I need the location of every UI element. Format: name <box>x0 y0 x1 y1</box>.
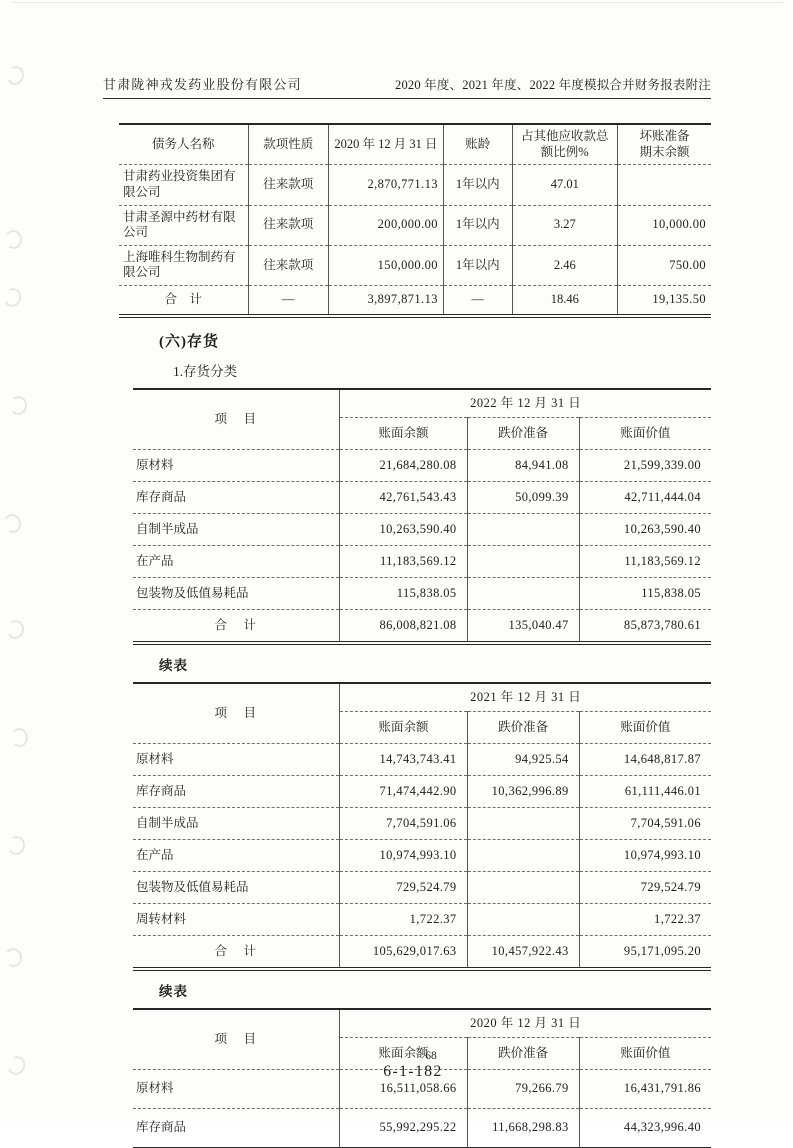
scan-artifact <box>2 512 24 535</box>
section-heading: (六)存货 <box>159 334 219 350</box>
scan-artifact <box>6 834 28 857</box>
table-row <box>119 165 711 205</box>
col-header-date: 2022 年 12 月 31 日 <box>340 389 711 418</box>
total-book-value: 95,171,095.20 <box>579 936 711 970</box>
book-value-cell: 1,722.37 <box>579 904 711 936</box>
scan-artifact <box>1 286 23 310</box>
page-content <box>103 74 711 1148</box>
book-balance-cell: 10,263,590.40 <box>340 514 467 546</box>
total-row <box>119 286 711 317</box>
bad-debt-cell <box>617 165 711 205</box>
col-header-book-value: 账面价值 <box>579 1038 711 1070</box>
document-code: 6-1-182 <box>383 1063 443 1080</box>
debtor-name: 上海唯科生物制药有限公司 <box>119 245 248 285</box>
book-value-cell: 14,648,817.87 <box>579 744 711 776</box>
table-row <box>133 872 711 904</box>
scan-artifact <box>5 1053 28 1077</box>
total-ratio: 18.46 <box>512 286 617 317</box>
total-book-value: 85,873,780.61 <box>579 610 711 644</box>
bad-debt-cell: 750.00 <box>617 245 711 285</box>
col-header-item: 项 目 <box>133 1009 340 1070</box>
inventory-table-2022 <box>133 388 711 645</box>
total-provision: 135,040.47 <box>467 610 579 644</box>
col-header-book-balance: 账面余额 <box>340 418 467 450</box>
col-header-book-value: 账面价值 <box>579 418 711 450</box>
ratio-cell: 47.01 <box>512 165 617 205</box>
receivables-header-row <box>119 124 711 165</box>
total-book-balance: 105,629,017.63 <box>340 936 467 970</box>
col-header-ratio-line2: 额比例% <box>540 144 589 159</box>
item-label: 库存商品 <box>133 776 340 808</box>
provision-cell: 11,668,298.83 <box>467 1109 579 1148</box>
table-row <box>133 776 711 808</box>
inventory-table-2021 <box>133 682 711 971</box>
book-balance-cell: 1,722.37 <box>340 904 467 936</box>
total-label: 合 计 <box>133 936 340 970</box>
col-header-book-balance: 账面余额 <box>340 1038 467 1070</box>
scan-artifact <box>4 229 23 250</box>
amount-cell: 200,000.00 <box>329 205 444 245</box>
col-header-aging: 账龄 <box>443 124 512 165</box>
col-header-provision: 跌价准备 <box>467 418 579 450</box>
col-header-date: 2021 年 12 月 31 日 <box>340 683 711 712</box>
col-header-book-balance: 账面余额 <box>340 712 467 744</box>
item-label: 原材料 <box>133 744 340 776</box>
col-header-debtor: 债务人名称 <box>119 124 248 165</box>
debtor-name: 甘肃药业投资集团有限公司 <box>119 165 248 205</box>
table-row <box>133 1109 711 1148</box>
page-footer <box>103 1050 711 1081</box>
amount-cell: 2,870,771.13 <box>329 165 444 205</box>
book-value-cell: 729,524.79 <box>579 872 711 904</box>
book-balance-cell: 729,524.79 <box>340 872 467 904</box>
col-header-provision: 跌价准备 <box>467 1038 579 1070</box>
col-header-item: 项 目 <box>133 389 340 450</box>
item-label: 包装物及低值易耗品 <box>133 578 340 610</box>
item-label: 在产品 <box>133 546 340 578</box>
col-header-nature: 款项性质 <box>248 124 329 165</box>
item-label: 周转材料 <box>133 904 340 936</box>
nature-cell: 往来款项 <box>248 205 329 245</box>
total-row <box>133 610 711 644</box>
total-provision: 10,457,922.43 <box>467 936 579 970</box>
total-aging: — <box>443 286 512 317</box>
col-header-bad-debt-line2: 期末余额 <box>639 144 690 159</box>
table-row <box>133 578 711 610</box>
book-balance-cell: 71,474,442.90 <box>340 776 467 808</box>
table-row <box>133 744 711 776</box>
subsection-heading: 1.存货分类 <box>173 364 238 379</box>
book-balance-cell: 14,743,743.41 <box>340 744 467 776</box>
provision-cell <box>467 872 579 904</box>
ratio-cell: 3.27 <box>512 205 617 245</box>
aging-cell: 1年以内 <box>443 165 512 205</box>
table-row <box>133 450 711 482</box>
provision-cell <box>467 808 579 840</box>
amount-cell: 150,000.00 <box>329 245 444 285</box>
nature-cell: 往来款项 <box>248 165 329 205</box>
table-row <box>133 482 711 514</box>
scan-edge-artifact <box>12 2 783 3</box>
scan-artifact <box>5 64 26 87</box>
debtor-name: 甘肃圣源中药材有限公司 <box>119 205 248 245</box>
table-row <box>133 514 711 546</box>
provision-cell: 79,266.79 <box>467 1070 579 1109</box>
item-label: 在产品 <box>133 840 340 872</box>
nature-cell: 往来款项 <box>248 245 329 285</box>
total-nature: — <box>248 286 329 317</box>
provision-cell: 50,099.39 <box>467 482 579 514</box>
inventory-header-row <box>133 1009 711 1038</box>
book-balance-cell: 10,974,993.10 <box>340 840 467 872</box>
item-label: 包装物及低值易耗品 <box>133 872 340 904</box>
book-balance-cell: 7,704,591.06 <box>340 808 467 840</box>
item-label: 原材料 <box>133 1070 340 1109</box>
table-row <box>133 840 711 872</box>
book-value-cell: 11,183,569.12 <box>579 546 711 578</box>
book-value-cell: 44,323,996.40 <box>579 1109 711 1148</box>
item-label: 自制半成品 <box>133 808 340 840</box>
receivables-table <box>119 123 711 318</box>
item-label: 库存商品 <box>133 1109 340 1148</box>
book-value-cell: 61,111,446.01 <box>579 776 711 808</box>
book-balance-cell: 16,511,058.66 <box>340 1070 467 1109</box>
book-value-cell: 7,704,591.06 <box>579 808 711 840</box>
book-value-cell: 115,838.05 <box>579 578 711 610</box>
col-header-item: 项 目 <box>133 683 340 744</box>
book-value-cell: 10,974,993.10 <box>579 840 711 872</box>
continued-label: 续表 <box>159 984 188 999</box>
book-value-cell: 21,599,339.00 <box>579 450 711 482</box>
inventory-header-row <box>133 683 711 712</box>
item-label: 库存商品 <box>133 482 340 514</box>
report-title: 2020 年度、2021 年度、2022 年度模拟合并财务报表附注 <box>395 78 711 92</box>
book-value-cell: 16,431,791.86 <box>579 1070 711 1109</box>
total-amount: 3,897,871.13 <box>329 286 444 317</box>
bad-debt-cell: 10,000.00 <box>617 205 711 245</box>
col-header-bad-debt-line1: 坏账准备 <box>639 129 690 143</box>
inventory-header-row <box>133 389 711 418</box>
book-value-cell: 10,263,590.40 <box>579 514 711 546</box>
continued-label: 续表 <box>159 658 188 673</box>
aging-cell: 1年以内 <box>443 245 512 285</box>
scan-artifact <box>10 727 28 747</box>
table-row <box>133 546 711 578</box>
provision-cell <box>467 840 579 872</box>
provision-cell <box>467 904 579 936</box>
table-row <box>119 205 711 245</box>
page-number: 68 <box>425 1050 437 1062</box>
col-header-book-value: 账面价值 <box>579 712 711 744</box>
col-header-bad-debt <box>617 124 711 165</box>
book-balance-cell: 11,183,569.12 <box>340 546 467 578</box>
aging-cell: 1年以内 <box>443 205 512 245</box>
scan-artifact <box>5 619 25 641</box>
provision-cell <box>467 578 579 610</box>
provision-cell: 84,941.08 <box>467 450 579 482</box>
col-header-date: 2020 年 12 月 31 日 <box>340 1009 711 1038</box>
ratio-cell: 2.46 <box>512 245 617 285</box>
col-header-ratio-line1: 占其他应收款总 <box>520 129 609 143</box>
table-row <box>133 904 711 936</box>
company-name: 甘肃陇神戎发药业股份有限公司 <box>103 77 302 92</box>
col-header-ratio <box>512 124 617 165</box>
col-header-provision: 跌价准备 <box>467 712 579 744</box>
scan-artifact <box>9 395 27 415</box>
book-balance-cell: 21,684,280.08 <box>340 450 467 482</box>
total-book-balance: 86,008,821.08 <box>340 610 467 644</box>
total-label: 合 计 <box>119 286 248 317</box>
table-row <box>133 808 711 840</box>
provision-cell <box>467 514 579 546</box>
total-row <box>133 936 711 970</box>
item-label: 自制半成品 <box>133 514 340 546</box>
col-header-date: 2020 年 12 月 31 日 <box>329 124 444 165</box>
book-balance-cell: 115,838.05 <box>340 578 467 610</box>
scan-artifact <box>3 947 23 969</box>
item-label: 原材料 <box>133 450 340 482</box>
provision-cell <box>467 546 579 578</box>
book-value-cell: 42,711,444.04 <box>579 482 711 514</box>
total-label: 合 计 <box>133 610 340 644</box>
table-row <box>119 245 711 285</box>
page-header <box>103 74 711 99</box>
total-bad-debt: 19,135.50 <box>617 286 711 317</box>
book-balance-cell: 42,761,543.43 <box>340 482 467 514</box>
provision-cell: 10,362,996.89 <box>467 776 579 808</box>
book-balance-cell: 55,992,295.22 <box>340 1109 467 1148</box>
provision-cell: 94,925.54 <box>467 744 579 776</box>
